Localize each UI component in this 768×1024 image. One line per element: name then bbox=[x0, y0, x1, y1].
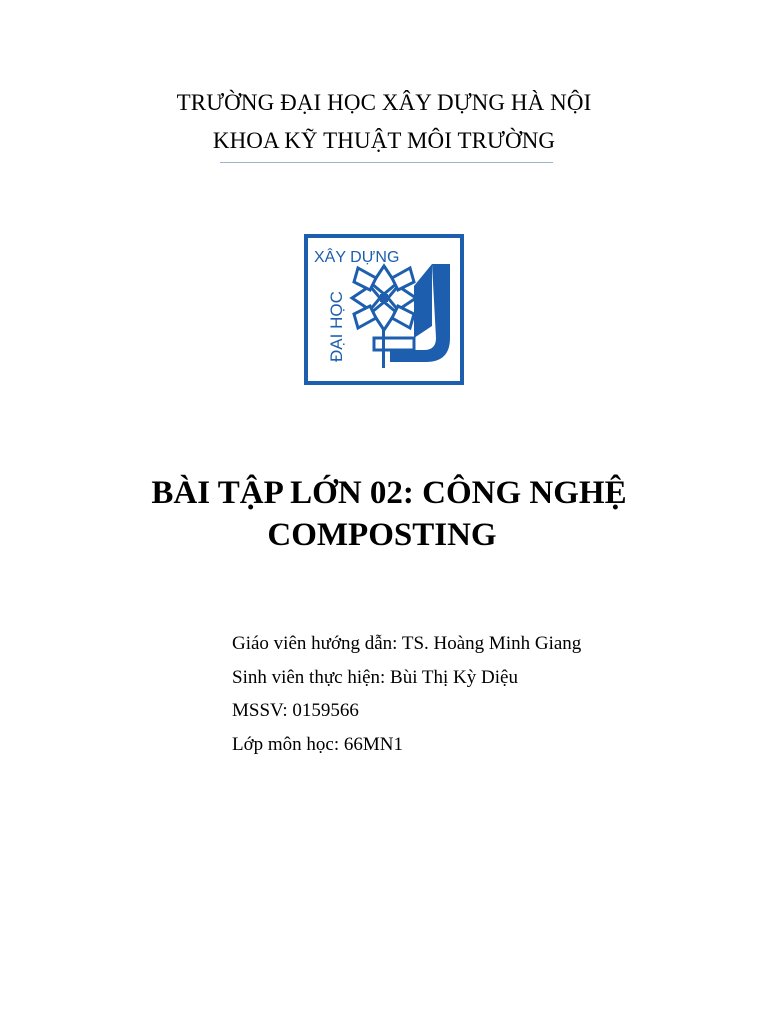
info-instructor: Giáo viên hướng dẫn: TS. Hoàng Minh Giang bbox=[232, 633, 582, 654]
document-header bbox=[0, 84, 768, 160]
assignment-title bbox=[0, 472, 768, 556]
logo-text-side: ĐẠI HỌC bbox=[327, 291, 346, 362]
logo-text-top: XÂY DỰNG bbox=[314, 249, 400, 266]
university-logo bbox=[304, 234, 464, 385]
title-line-2: COMPOSTING bbox=[267, 517, 497, 553]
logo-book-block bbox=[414, 264, 432, 338]
info-student: Sinh viên thực hiện: Bùi Thị Kỳ Diệu bbox=[232, 666, 518, 688]
logo-stem bbox=[382, 326, 385, 368]
info-student-id: MSSV: 0159566 bbox=[232, 700, 359, 721]
student-info bbox=[232, 627, 581, 761]
logo-emblem bbox=[304, 234, 464, 385]
logo-star-center bbox=[380, 294, 388, 302]
info-class: Lớp môn học: 66MN1 bbox=[232, 733, 404, 755]
university-name: TRƯỜNG ĐẠI HỌC XÂY DỰNG HÀ NỘI bbox=[176, 90, 592, 115]
title-line-1: BÀI TẬP LỚN 02: CÔNG NGHỆ bbox=[151, 475, 627, 511]
faculty-name: KHOA KỸ THUẬT MÔI TRƯỜNG bbox=[212, 128, 556, 153]
header-divider bbox=[220, 162, 553, 163]
logo-base-bar bbox=[374, 338, 414, 350]
